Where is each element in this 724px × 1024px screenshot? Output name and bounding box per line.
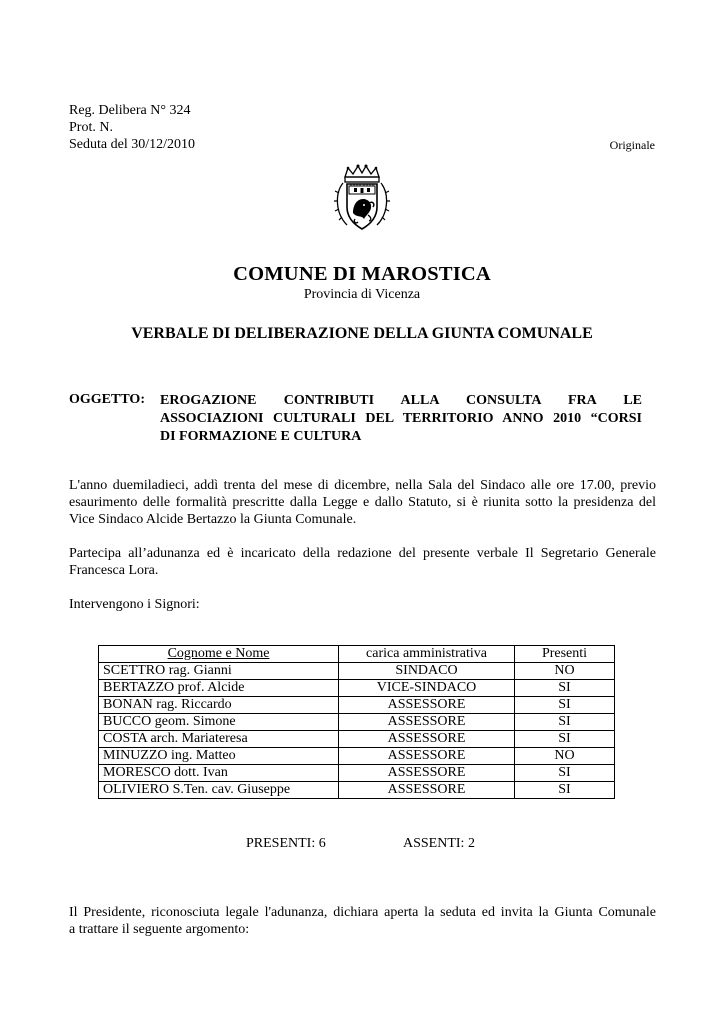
paragraph-line: a trattare il seguente argomento: — [69, 922, 250, 937]
member-role: ASSESSORE — [339, 714, 515, 731]
paragraph-line: Vice Sindaco Alcide Bertazzo la Giunta Comunale. — [69, 512, 357, 527]
table-row — [99, 663, 615, 680]
table-row — [99, 782, 615, 799]
subject-label: OGGETTO: — [69, 392, 145, 407]
member-name: BUCCO geom. Simone — [99, 714, 339, 731]
member-role: VICE-SINDACO — [339, 680, 515, 697]
province-subtitle: Provincia di Vicenza — [303, 287, 421, 302]
paragraph-line: Partecipa all’adunanza ed è incaricato della redazione del presente verbale Il Segretario Generale — [69, 546, 656, 561]
document-header — [69, 102, 195, 153]
municipal-coat-of-arms-icon — [331, 163, 393, 235]
absent-count: ASSENTI: 2 — [403, 836, 475, 851]
member-name: MORESCO dott. Ivan — [99, 765, 339, 782]
session-date: Seduta del 30/12/2010 — [69, 137, 195, 152]
member-name: MINUZZO ing. Matteo — [99, 748, 339, 765]
member-presence: SI — [515, 782, 615, 799]
member-presence: SI — [515, 680, 615, 697]
member-name: COSTA arch. Mariateresa — [99, 731, 339, 748]
table-row — [99, 731, 615, 748]
table-row — [99, 748, 615, 765]
table-row — [99, 697, 615, 714]
opening-paragraph — [69, 477, 656, 528]
subject-line: ASSOCIAZIONI CULTURALI DEL TERRITORIO ANNO 2010 “CORSI — [160, 411, 642, 426]
member-presence: SI — [515, 765, 615, 782]
table-row — [99, 680, 615, 697]
column-header: Cognome e Nome — [99, 646, 339, 663]
member-role: ASSESSORE — [339, 697, 515, 714]
subject-line: EROGAZIONE CONTRIBUTI ALLA CONSULTA FRA LE — [160, 393, 642, 408]
member-role: SINDACO — [339, 663, 515, 680]
closing-paragraph — [69, 904, 656, 938]
member-presence: SI — [515, 697, 615, 714]
paragraph-line: Francesca Lora. — [69, 563, 159, 578]
member-presence: NO — [515, 748, 615, 765]
secretary-paragraph — [69, 545, 656, 579]
column-header: carica amministrativa — [339, 646, 515, 663]
protocol-number: Prot. N. — [69, 120, 113, 135]
original-label: Originale — [609, 138, 655, 152]
attendees-intro: Intervengono i Signori: — [69, 597, 200, 612]
member-presence: SI — [515, 731, 615, 748]
member-name: BERTAZZO prof. Alcide — [99, 680, 339, 697]
municipality-title: COMUNE DI MAROSTICA — [233, 263, 491, 285]
column-header: Presenti — [515, 646, 615, 663]
member-presence: SI — [515, 714, 615, 731]
reg-delibera: Reg. Delibera N° 324 — [69, 103, 191, 118]
member-role: ASSESSORE — [339, 748, 515, 765]
member-name: BONAN rag. Riccardo — [99, 697, 339, 714]
document-heading: VERBALE DI DELIBERAZIONE DELLA GIUNTA COMUNALE — [131, 325, 593, 342]
member-presence: NO — [515, 663, 615, 680]
paragraph-line: esaurimento delle formalità prescritte dalla Legge e dallo Statuto, si è riunita sotto la presidenza del — [69, 495, 656, 510]
member-name: SCETTRO rag. Gianni — [99, 663, 339, 680]
subject-text — [160, 392, 642, 446]
member-role: ASSESSORE — [339, 765, 515, 782]
subject-line: DI FORMAZIONE E CULTURA — [160, 429, 362, 444]
paragraph-line: Il Presidente, riconosciuta legale l'adunanza, dichiara aperta la seduta ed invita la Giunta Comunale — [69, 905, 656, 920]
paragraph-line: L'anno duemiladieci, addì trenta del mese di dicembre, nella Sala del Sindaco alle ore 17.00, previo — [69, 478, 656, 493]
table-row — [99, 765, 615, 782]
table-row — [99, 714, 615, 731]
present-count: PRESENTI: 6 — [246, 836, 326, 851]
member-role: ASSESSORE — [339, 731, 515, 748]
table-header-row — [99, 646, 615, 663]
attendance-table — [98, 645, 615, 799]
member-role: ASSESSORE — [339, 782, 515, 799]
member-name: OLIVIERO S.Ten. cav. Giuseppe — [99, 782, 339, 799]
